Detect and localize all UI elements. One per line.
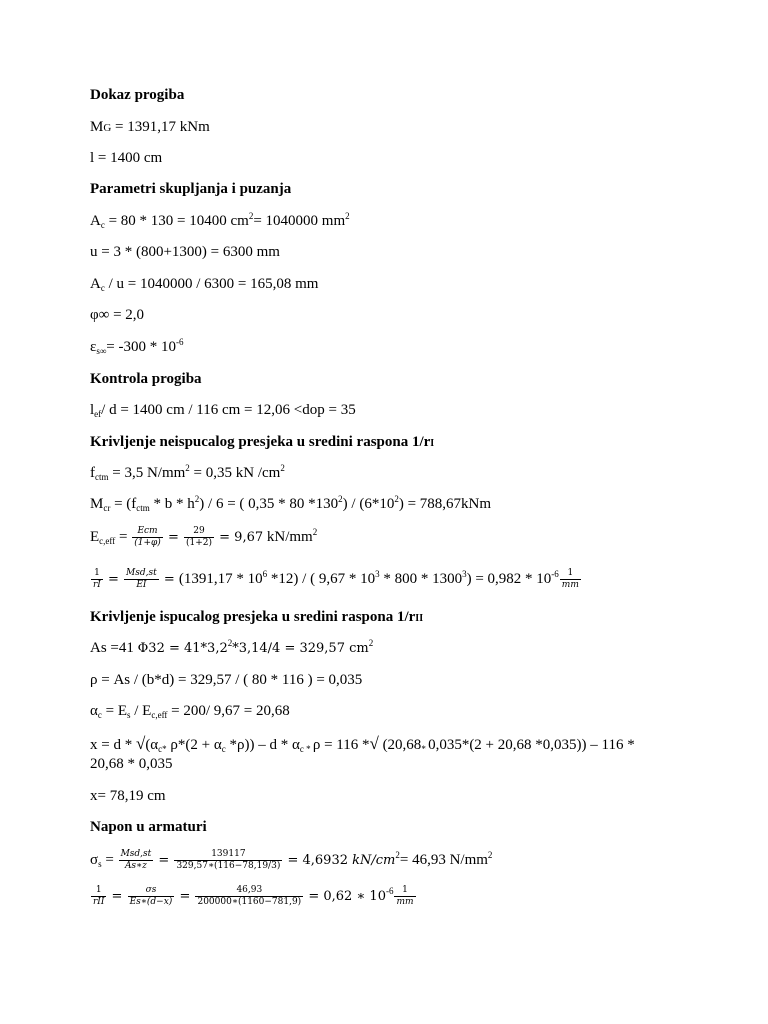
reinforcement-area-line: As =41 $\Phi 32 = 41*3,2^2*3,14/4 = 329,57$ $cm^2$ (90, 638, 374, 656)
curvature-uncracked-line: $\frac{1}{rI}$ = Msd,st EI = ($1391,17 * 10^6$ *12) / ( $9,67 * 10^3 * 800 * 1300^3) = 0,982 * 10^{-6}$ $\frac{1}{mm}$ (93, 568, 579, 591)
heading-uncracked: Krivljenje neispucalog presjeka u sredini raspona 1/rI (90, 434, 435, 450)
neutral-axis-continuation: 20,68 * 0,035 (90, 756, 173, 772)
heading-cracked: Krivljenje ispucalog presjeka u sredini raspona 1/rII (90, 609, 424, 625)
fctm-line: $f_{ctm} = 3,5$ $N/mm^2 = 0,35$ kN $/cm^2$ (90, 463, 285, 482)
moment-line: MG = 1391,17 kNm (90, 119, 210, 135)
mcr-line: $M_{cr} = (f_{ctm} * b * h^2) / 6$ = ( 0,35 * 80 $*130^2) / (6*10^2) = 788,67kNm$ (90, 494, 492, 513)
heading-stress: Napon u armaturi (90, 819, 207, 835)
area-line: $A_c = 80 * 130 = 10400$ $cm^2= 1040000$ $mm^2$ (90, 211, 350, 230)
heading-control: Kontrola progiba (90, 371, 202, 387)
shrinkage-line: $\varepsilon_{s\infty}= -300 * 10^{-6}$ (90, 337, 184, 356)
neutral-axis-result: x= 78,19 cm (90, 788, 166, 804)
creep-line: φ∞ = 2,0 (90, 307, 145, 323)
curvature-cracked-line: 1 rII = $\frac{\sigma s}{Es∗(d-x)}$ = $\frac{46,93}{200000∗(1160-781,9)}$ = 0,62 ∗ $10^{-6}$ $\frac{1}{mm}$ (93, 885, 414, 908)
length-line: l = 1400 cm (90, 150, 163, 166)
perimeter-line: u = 3 * (800+1300) = 6300 mm (90, 244, 280, 260)
slenderness-line: $l_{ef}/$ d = 1400 cm / 116 cm = 12,06 <dop = 35 (90, 402, 356, 419)
area-ratio-line: $A_c / u = 1040000 / 6300 = 165,08$ mm (90, 276, 319, 293)
neutral-axis-line: $x = d * √(\alpha_{c*}$ $\rho*(2 + \alpha_c$ *ρ)) – d * $\alpha_{c *}$ ρ = 116 *√ ($20,68_*$ 0,035*(2 + 20,68 *0,035)) – 116 * (90, 734, 635, 754)
ratio-line: ρ = As / (b*d) = 329,57 / ( 80 * 116 ) = 0,035 (90, 672, 363, 688)
alpha-line: $\alpha_c = E_s / E_{c,eff} = 200/$ 9,67 = 20,68 (90, 703, 290, 720)
steel-stress-line: $\sigma_s$ = Msd,st As∗z = $\frac{139117}{329,57∗(116-78,19/3)}$ = 4,6932 $kN/cm^2= 46,93$ $N/mm^2$ (90, 849, 493, 872)
section-title: Dokaz progiba (90, 87, 185, 103)
heading-parameters: Parametri skupljanja i puzanja (90, 181, 292, 197)
ec-eff-line: $E_{c,eff}$ = Ecm (1+φ) = $\frac{29}{(1+2)}$ = 9,67 $kN/mm^2$ (90, 526, 318, 549)
